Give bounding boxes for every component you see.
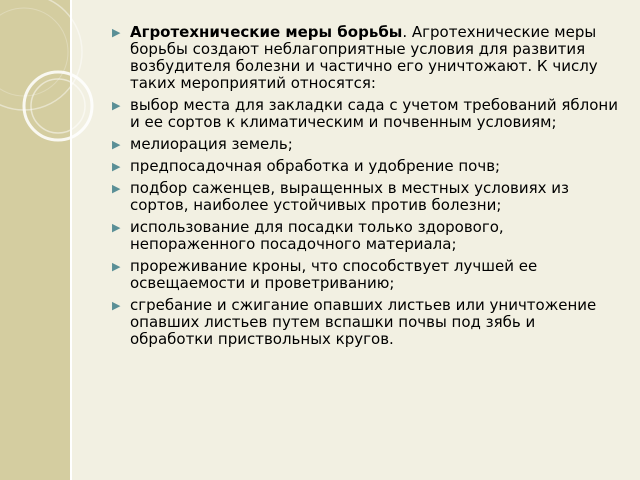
item-text: предпосадочная обработка и удобрение почв; bbox=[130, 157, 501, 175]
list-item bbox=[110, 180, 622, 214]
measures-list bbox=[110, 24, 622, 353]
list-item bbox=[110, 136, 622, 153]
triangle-bullet-icon: ▶ bbox=[112, 160, 121, 173]
item-text: прореживание кроны, что способствует лучшей ее освещаемости и проветриванию; bbox=[130, 257, 538, 292]
list-item bbox=[110, 258, 622, 292]
triangle-bullet-icon: ▶ bbox=[112, 221, 121, 234]
triangle-bullet-icon: ▶ bbox=[112, 182, 121, 195]
list-item bbox=[110, 297, 622, 348]
item-text: . Агротехнические меры борьбы создают неблагоприятные условия для развития возбудителя болезни и частично его уничтожают. К числу таких мероприятий относятся: bbox=[130, 23, 598, 92]
triangle-bullet-icon: ▶ bbox=[112, 299, 121, 312]
item-text: мелиорация земель; bbox=[130, 135, 293, 153]
triangle-bullet-icon: ▶ bbox=[112, 26, 121, 39]
triangle-bullet-icon: ▶ bbox=[112, 138, 121, 151]
item-text: подбор саженцев, выращенных в местных условиях из сортов, наиболее устойчивых против болезни; bbox=[130, 179, 570, 214]
triangle-bullet-icon: ▶ bbox=[112, 99, 121, 112]
decorative-circles bbox=[0, 0, 100, 200]
list-item bbox=[110, 97, 622, 131]
item-text: использование для посадки только здорового, непораженного посадочного материала; bbox=[130, 218, 504, 253]
list-item bbox=[110, 219, 622, 253]
item-text: выбор места для закладки сада с учетом требований яблони и ее сортов к климатическим и почвенным условиям; bbox=[130, 96, 618, 131]
list-item bbox=[110, 24, 622, 92]
item-text: сгребание и сжигание опавших листьев или уничтожение опавших листьев путем вспашки почвы под зябь и обработки приствольных кругов. bbox=[130, 296, 597, 348]
item-bold-lead: Агротехнические меры борьбы bbox=[130, 23, 403, 41]
triangle-bullet-icon: ▶ bbox=[112, 260, 121, 273]
list-item bbox=[110, 158, 622, 175]
